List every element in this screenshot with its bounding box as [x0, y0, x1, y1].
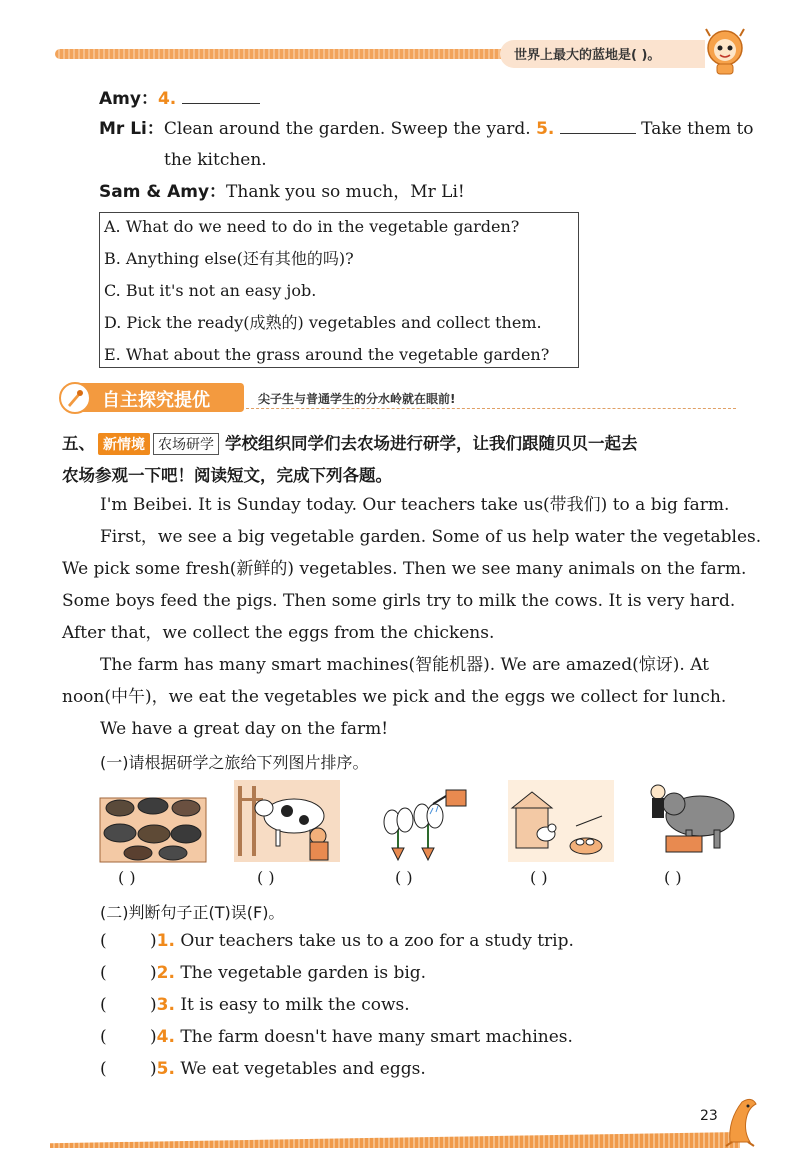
dialogue-text: Thank you so much，Mr Li!	[226, 182, 465, 202]
passage-line: Some boys feed the pigs. Then some girls try to milk the cows. It is very hard.	[62, 591, 736, 611]
passage-line: The farm has many smart machines(智能机器). We are amazed(惊讶). At	[100, 655, 710, 675]
section-subtitle: 尖子生与普通学生的分水岭就在眼前!	[258, 392, 456, 406]
speaker-samamy: Sam & Amy：	[99, 182, 227, 202]
tf-item-1: ( )1. Our teachers take us to a zoo for a study trip.	[100, 931, 574, 951]
passage-line: noon(中午)，we eat the vegetables we pick and the eggs we collect for lunch.	[62, 687, 727, 707]
tag-farm-study: 农场研学	[153, 433, 219, 455]
part1-title: (一)请根据研学之旅给下列图片排序。	[100, 753, 369, 772]
passage-line: After that，we collect the eggs from the chickens.	[62, 623, 495, 643]
tf-blank[interactable]: (	[100, 1059, 107, 1079]
passage-line: We have a great day on the farm!	[100, 719, 389, 739]
option-b: B. Anything else(还有其他的吗)?	[104, 249, 354, 268]
blank-number: 4.	[157, 89, 177, 109]
machine-picture	[640, 778, 750, 864]
dialogue-text: Clean around the garden. Sweep the yard.	[163, 119, 537, 139]
order-blank[interactable]: ( )	[257, 868, 275, 887]
header-quiz: 世界上最大的蓝地是( )。	[514, 48, 661, 63]
tf-blank[interactable]: (	[100, 995, 107, 1015]
footer-stripe	[50, 1132, 740, 1148]
tf-blank[interactable]: (	[100, 931, 107, 951]
tf-item-3: ( )3. It is easy to milk the cows.	[100, 995, 410, 1015]
tf-item-5: ( )5. We eat vegetables and eggs.	[100, 1059, 426, 1079]
mascot-icon	[702, 26, 748, 76]
question-number: 五、	[62, 434, 95, 453]
speaker-amy: Amy：	[99, 89, 158, 109]
question-5-heading	[62, 430, 638, 455]
option-a: A. What do we need to do in the vegetable garden?	[104, 217, 520, 236]
order-blank[interactable]: ( )	[395, 868, 413, 887]
passage-line: I'm Beibei. It is Sunday today. Our teachers take us(带我们) to a big farm.	[100, 495, 730, 515]
dialogue-line-samamy	[99, 181, 465, 203]
watering-picture	[378, 778, 488, 864]
tf-blank[interactable]: (	[100, 1027, 107, 1047]
question-text: 学校组织同学们去农场进行研学，让我们跟随贝贝一起去	[225, 434, 638, 453]
blank-number: 5.	[536, 119, 555, 139]
tag-new-context: 新情境	[98, 433, 150, 455]
dialogue-text: Take them to	[635, 119, 754, 139]
header-stripe	[55, 49, 515, 59]
option-c: C. But it's not an easy job.	[104, 281, 317, 300]
option-d: D. Pick the ready(成熟的) vegetables and collect them.	[104, 313, 542, 332]
tf-blank[interactable]: (	[100, 963, 107, 983]
order-blank[interactable]: ( )	[118, 868, 136, 887]
dialogue-line-amy	[99, 87, 260, 110]
answer-blank[interactable]	[560, 117, 636, 134]
vegetables-picture	[98, 778, 208, 864]
dolphin-icon	[722, 1092, 762, 1148]
dialogue-line-mrli	[99, 117, 754, 140]
page-number: 23	[700, 1108, 718, 1124]
dialogue-text: the kitchen.	[164, 150, 267, 170]
speaker-mrli: Mr Li：	[99, 119, 164, 139]
passage-line: First，we see a big vegetable garden. Some of us help water the vegetables.	[100, 527, 762, 547]
cow-picture	[232, 778, 342, 864]
question-text-line2: 农场参观一下吧！阅读短文，完成下列各题。	[62, 466, 392, 485]
rocket-icon	[58, 381, 92, 415]
passage-line: We pick some fresh(新鲜的) vegetables. Then we see many animals on the farm.	[62, 559, 747, 579]
section-title: 自主探究提优	[102, 390, 210, 411]
part2-title: (二)判断句子正(T)误(F)。	[100, 903, 285, 922]
chicken-picture	[506, 778, 616, 864]
tf-item-2: ( )2. The vegetable garden is big.	[100, 963, 427, 983]
order-blank[interactable]: ( )	[530, 868, 548, 887]
banner-divider	[246, 408, 736, 409]
tf-item-4: ( )4. The farm doesn't have many smart machines.	[100, 1027, 573, 1047]
order-blank[interactable]: ( )	[664, 868, 682, 887]
answer-blank[interactable]	[182, 87, 260, 104]
option-e: E. What about the grass around the vegetable garden?	[104, 345, 550, 364]
